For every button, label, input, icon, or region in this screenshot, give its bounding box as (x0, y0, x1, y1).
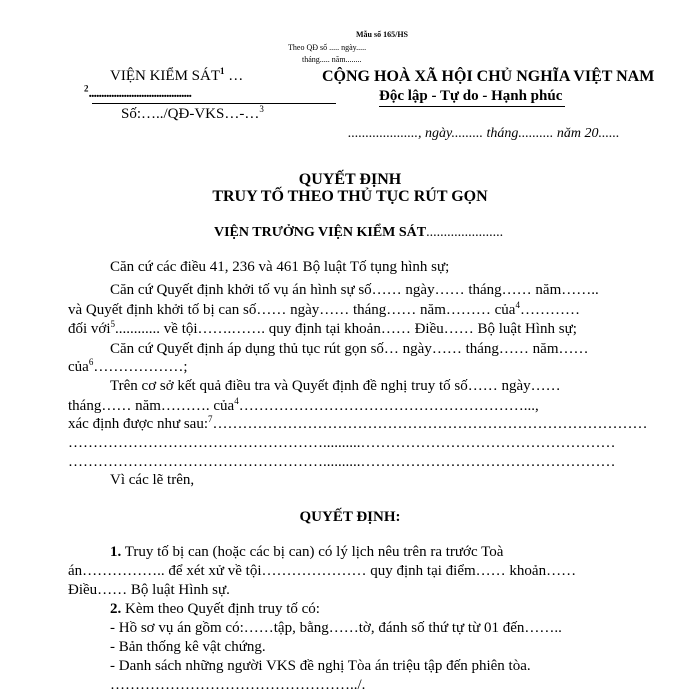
basis-paragraph-4-cont: tháng…… năm………. của$^4$…………………………………………………..., (68, 396, 539, 414)
attachment-item: - Danh sách những người VKS đề nghị Tòa án triệu tập đến phiên tòa. (110, 658, 531, 674)
basis-paragraph-3: Căn cứ Quyết định áp dụng thủ tục rút gọn số… ngày…… tháng…… năm…… (110, 341, 589, 357)
decision-item-1-cont: án…………….. để xét xử về tội………………… quy định tại điểm…… khoản…… (68, 563, 577, 579)
basis-paragraph-2: Căn cứ Quyết định khởi tố vụ án hình sự số…… ngày…… tháng…… năm…….. (110, 282, 599, 298)
conclusion-line: Vì các lẽ trên, (110, 472, 195, 488)
doc-title: QUYẾT ĐỊNH (298, 171, 402, 188)
findings-dots-1: ……………………………………………..........…………………………………………… (68, 435, 616, 451)
findings-line: xác định được như sau:$^7$…………………………………………………………………………… (68, 414, 648, 432)
basis-paragraph-2-end: đối với$^5$............ về tội…….……. quy định tại khoản…… Điều…… Bộ luật Hình sự; (68, 319, 577, 337)
form-basis-date: tháng..... năm........ (302, 55, 362, 64)
nation-title: CỘNG HOÀ XÃ HỘI CHỦ NGHĨA VIỆT NAM (322, 68, 655, 85)
date-line: ...................., ngày......... tháng.......... năm 20...... (348, 126, 620, 141)
agency-unit: $^2$......................................... (84, 83, 191, 101)
attachment-item: - Hồ sơ vụ án gồm có:……tập, bằng……tờ, đánh số thứ tự từ 01 đến…….. (110, 620, 562, 636)
form-basis: Theo QĐ số ..... ngày..... (288, 43, 367, 52)
doc-subtitle: TRUY TỐ THEO THỦ TỤC RÚT GỌN (212, 188, 488, 205)
nation-motto: Độc lập - Tự do - Hạnh phúc (379, 88, 563, 104)
basis-paragraph-4: Trên cơ sở kết quả điều tra và Quyết định đề nghị truy tố số…… ngày…… (110, 378, 561, 394)
authority: VIỆN TRƯỞNG VIỆN KIỂM SÁT...................... (214, 225, 504, 240)
basis-paragraph-2-cont: và Quyết định khởi tố bị can số…… ngày…… tháng…… năm……… của$^4$………… (68, 300, 580, 318)
decision-item-2: 2. Kèm theo Quyết định truy tố có: (110, 601, 320, 617)
document-number: Số:…../QĐ-VKS…-…$^3$ (121, 104, 264, 122)
form-number: Mẫu số 165/HS (356, 30, 409, 39)
decision-item-1: 1. Truy tố bị can (hoặc các bị can) có lý lịch nêu trên ra trước Toà (110, 544, 504, 560)
agency-underline (92, 103, 336, 104)
attachment-item: - Bản thống kê vật chứng. (110, 639, 266, 655)
motto-underline (379, 106, 565, 107)
decision-item-1-end: Điều…… Bộ luật Hình sự. (68, 582, 230, 598)
trailing-dots: …………………………………………../. (110, 677, 366, 693)
basis-paragraph-1: Căn cứ các điều 41, 236 và 461 Bộ luật Tố tụng hình sự; (110, 259, 450, 275)
agency-name: VIỆN KIỂM SÁT$^1$ … (110, 66, 244, 84)
findings-dots-2: ……………………………………………..........…………………………………………… (68, 454, 616, 470)
basis-paragraph-3-end: của$^6$………………; (68, 357, 188, 375)
decision-heading: QUYẾT ĐỊNH: (299, 509, 401, 525)
